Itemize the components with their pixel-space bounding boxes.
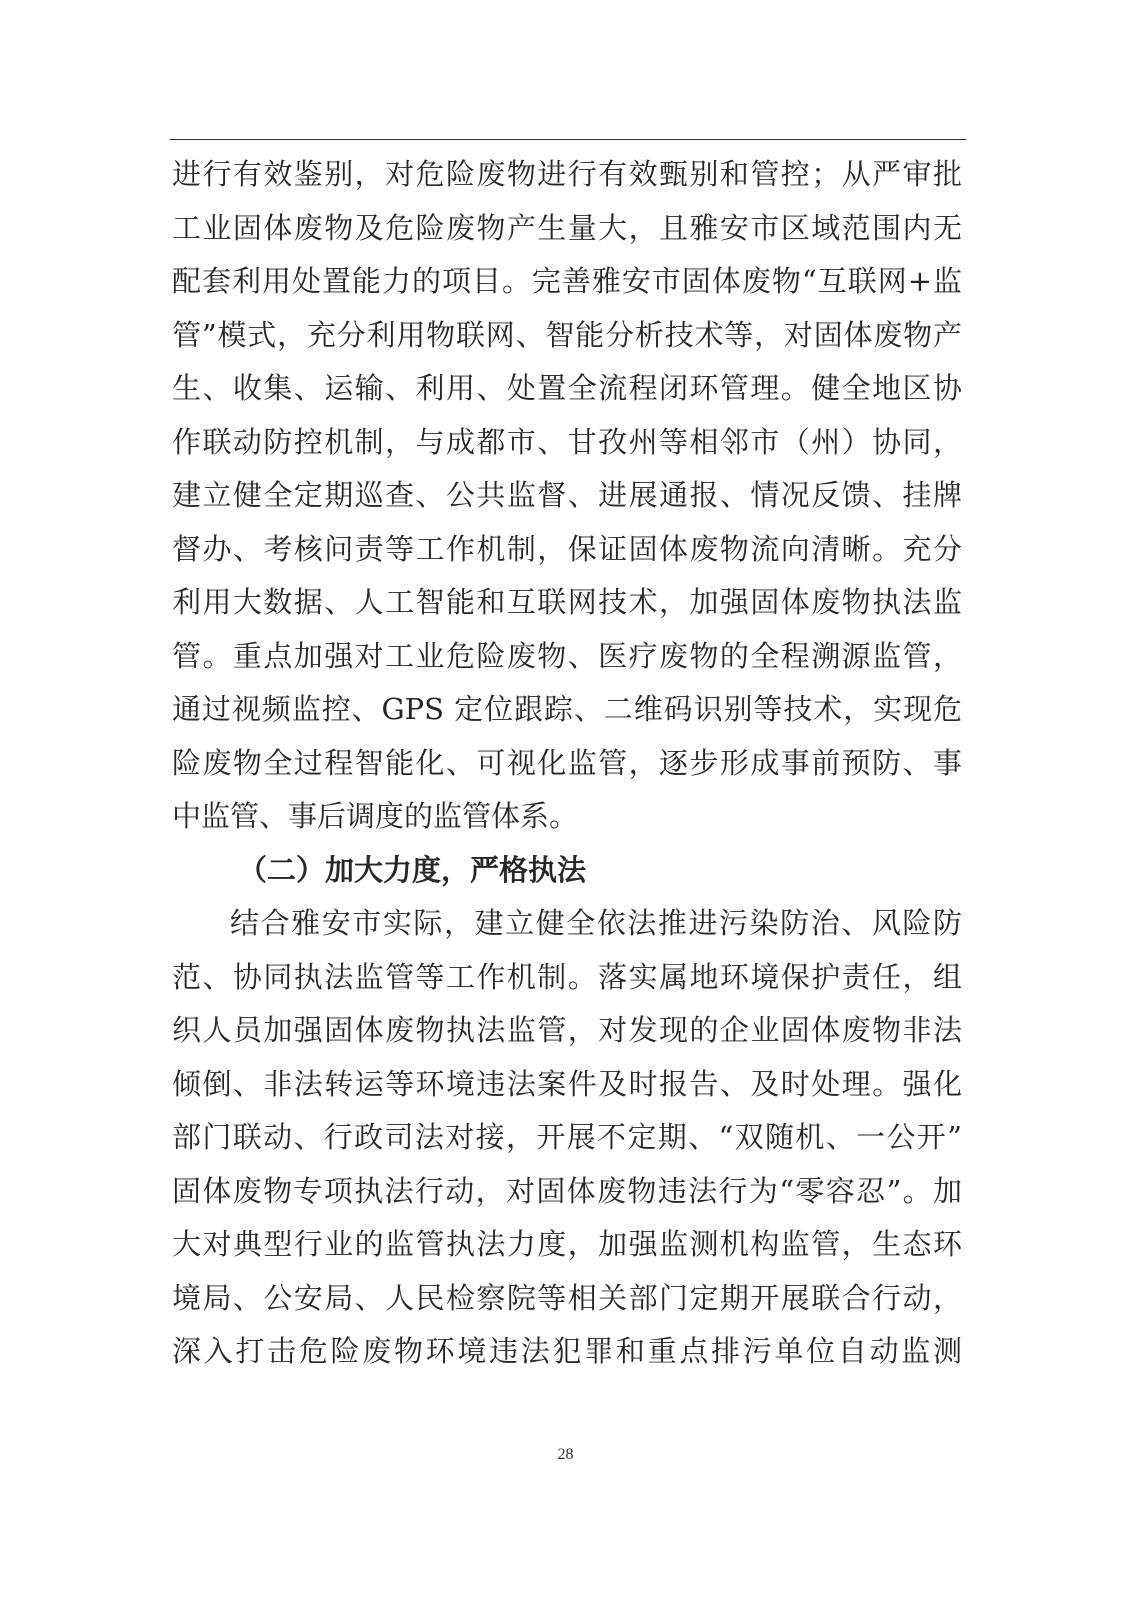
paragraph-line: 建立健全定期巡查、公共监督、进展通报、情况反馈、挂牌 bbox=[172, 478, 962, 512]
paragraph-line: 深入打击危险废物环境违法犯罪和重点排污单位自动监测 bbox=[172, 1334, 962, 1368]
paragraph-line: 大对典型行业的监管执法力度，加强监测机构监管，生态环 bbox=[172, 1227, 962, 1261]
paragraph-line: 织人员加强固体废物执法监管，对发现的企业固体废物非法 bbox=[172, 1013, 962, 1047]
paragraph-line: 部门联动、行政司法对接，开展不定期、“双随机、一公开” bbox=[172, 1120, 962, 1154]
paragraph-line: 进行有效鉴别，对危险废物进行有效甄别和管控；从严审批 bbox=[172, 157, 962, 191]
paragraph-line: 中监管、事后调度的监管体系。 bbox=[172, 799, 579, 833]
paragraph-line: 结合雅安市实际，建立健全依法推进污染防治、风险防 bbox=[230, 906, 962, 940]
paragraph-line: 作联动防控机制，与成都市、甘孜州等相邻市（州）协同， bbox=[172, 424, 962, 459]
paragraph-line: 境局、公安局、人民检察院等相关部门定期开展联合行动， bbox=[172, 1280, 962, 1315]
header-rule bbox=[170, 139, 966, 140]
paragraph-line: 利用大数据、人工智能和互联网技术，加强固体废物执法监 bbox=[172, 585, 962, 619]
paragraph-line: 范、协同执法监管等工作机制。落实属地环境保护责任，组 bbox=[172, 959, 962, 994]
section-heading: （二）加大力度，严格执法 bbox=[238, 852, 587, 887]
paragraph-line: 配套利用处置能力的项目。完善雅安市固体废物“互联网+监 bbox=[172, 264, 962, 298]
body-text bbox=[172, 148, 962, 1379]
paragraph-line: 管。重点加强对工业危险废物、医疗废物的全程溯源监管， bbox=[172, 638, 962, 673]
paragraph-line: 通过视频监控、GPS 定位跟踪、二维码识别等技术，实现危 bbox=[172, 692, 962, 726]
paragraph-line: 固体废物专项执法行动，对固体废物违法行为“零容忍”。加 bbox=[172, 1173, 962, 1208]
paragraph-line: 险废物全过程智能化、可视化监管，逐步形成事前预防、事 bbox=[172, 745, 962, 780]
paragraph-line: 生、收集、运输、利用、处置全流程闭环管理。健全地区协 bbox=[172, 371, 962, 405]
paragraph-line: 管”模式，充分利用物联网、智能分析技术等，对固体废物产 bbox=[172, 317, 962, 352]
paragraph-line: 督办、考核问责等工作机制，保证固体废物流向清晰。充分 bbox=[172, 531, 962, 566]
paragraph-line: 工业固体废物及危险废物产生量大，且雅安市区域范围内无 bbox=[172, 210, 962, 245]
page-number: 28 bbox=[557, 1446, 574, 1463]
paragraph-line: 倾倒、非法转运等环境违法案件及时报告、及时处理。强化 bbox=[172, 1066, 962, 1101]
